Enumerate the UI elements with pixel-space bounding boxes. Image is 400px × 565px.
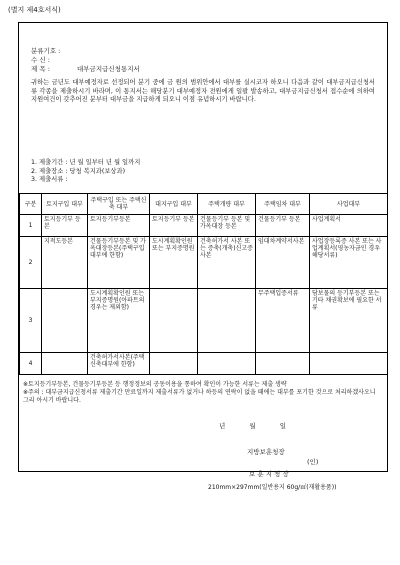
table-cell: 담보물의 등기부등본 또는 기타 채권확보에 필요한 서류 xyxy=(310,289,388,353)
table-header: 대지구입 대부 xyxy=(150,194,198,215)
table-cell: 토지등기부등본 xyxy=(88,215,150,237)
table-cell xyxy=(42,289,88,353)
table-cell: 건물등기부 등본 xyxy=(256,215,310,237)
table-header-row xyxy=(20,194,388,215)
table-cell: 건축허가서사본(주택신축대부에 한함) xyxy=(88,353,150,375)
table-cell: 무주택입증서류 xyxy=(256,289,310,353)
table-header: 주택구입 또는 주택신축 대부 xyxy=(88,194,150,215)
table-row xyxy=(20,215,388,237)
row-number: 4 xyxy=(20,353,42,375)
table-header: 사업대부 xyxy=(310,194,388,215)
title-label: 제 목 : xyxy=(31,65,50,73)
notes-section xyxy=(23,381,383,405)
row-number: 1 xyxy=(20,215,42,237)
table-header: 토지구입 대부 xyxy=(42,194,88,215)
title-value: 대부금지급신청통지서 xyxy=(77,65,140,73)
recipient-label: 수 신 : xyxy=(31,56,50,64)
table-cell xyxy=(150,289,198,353)
doc-no-label: 분류기호 : xyxy=(31,47,61,55)
table-cell: 건축허가서 사본 또는 증축(개축)신고증사본 xyxy=(198,237,256,289)
notice-body: 귀하는 금년도 대부예정자로 선정되어 분기 중에 금 원의 범위안에서 대부를 실시코자 하오니 다음과 같이 대부금지급신청서류 각종을 제출하시기 바라며, 이 통지서는 해당분기 대부예정자 전원에게 일괄 발송하고, 대부금지급신청서 접수순에 의하여 지원여건이 갖추어진 분부터 대부금을 지급하게 되오니 이점 유념하시기 바랍니다. xyxy=(31,79,375,104)
table-cell xyxy=(256,353,310,375)
table-cell: 사업계획서 xyxy=(310,215,388,237)
table-row xyxy=(20,289,388,353)
table-cell: 건물등기부 등본 및 가옥대장 등본 xyxy=(198,215,256,237)
table-cell: 토지등기부 등본 xyxy=(42,215,88,237)
branch-office-head: 보 훈 지 청 장 xyxy=(249,470,289,478)
issue-date-line: 년 월 일 xyxy=(219,422,286,430)
documents-table xyxy=(19,193,388,375)
form-number-label: (별지 제4호서식) xyxy=(8,6,61,14)
table-cell: 사업장등록증 사본 또는 사업계획서(영농자금인 경우 해당서류) xyxy=(310,237,388,289)
table-cell: 도시계획확인원 또는 부지증명원(아파트의 경우는 제외함) xyxy=(88,289,150,353)
table-cell xyxy=(150,353,198,375)
submission-documents: 3. 제출서류 : xyxy=(31,176,68,183)
regional-office-head: 지방보훈청장 xyxy=(247,448,285,456)
table-cell: 건물등기부등본 및 가옥대장등본(주택구입대부에 한함) xyxy=(88,237,150,289)
table-cell xyxy=(198,353,256,375)
table-cell: 토지등기부 등본 xyxy=(150,215,198,237)
table-header: 구분 xyxy=(20,194,42,215)
paper-spec-footer: 210mm×297mm(일반용지 60g/㎡(재활용품)) xyxy=(208,484,337,491)
note-caution: ※주의 : 대부금지급신청서류 제출기간 만료일까지 제출서류가 없거나 하등의 연락이 없을 때에는 대부를 포기한 것으로 처리하겠사오니 그리 아시기 바랍니다. xyxy=(23,389,376,404)
table-cell: 임대차계약서사본 xyxy=(256,237,310,289)
row-number: 2 xyxy=(20,237,42,289)
table-header: 주택개량 대부 xyxy=(198,194,256,215)
table-row xyxy=(20,353,388,375)
submission-place: 2. 제출장소 : 당청 복지과(보상과) xyxy=(31,167,126,175)
table-header: 주택임차 대부 xyxy=(256,194,310,215)
row-number: 3 xyxy=(20,289,42,353)
table-cell xyxy=(198,289,256,353)
seal-mark: (인) xyxy=(307,458,319,466)
submission-period: 1. 제출기간 : 년 월 일부터 년 월 일까지 xyxy=(31,159,141,166)
form-frame xyxy=(18,22,388,478)
table-row xyxy=(20,237,388,289)
table-cell: 도시계획확인원 또는 부지증명원 xyxy=(150,237,198,289)
item-list xyxy=(31,159,140,185)
table-cell: 지적도등본 xyxy=(42,237,88,289)
note-shared-info: ※토지등기부등본, 건물등기부등본 등 행정정보의 공동이용을 통하여 확인이 가능한 서류는 제출 생략 xyxy=(23,381,287,388)
table-cell xyxy=(42,353,88,375)
table-cell xyxy=(310,353,388,375)
